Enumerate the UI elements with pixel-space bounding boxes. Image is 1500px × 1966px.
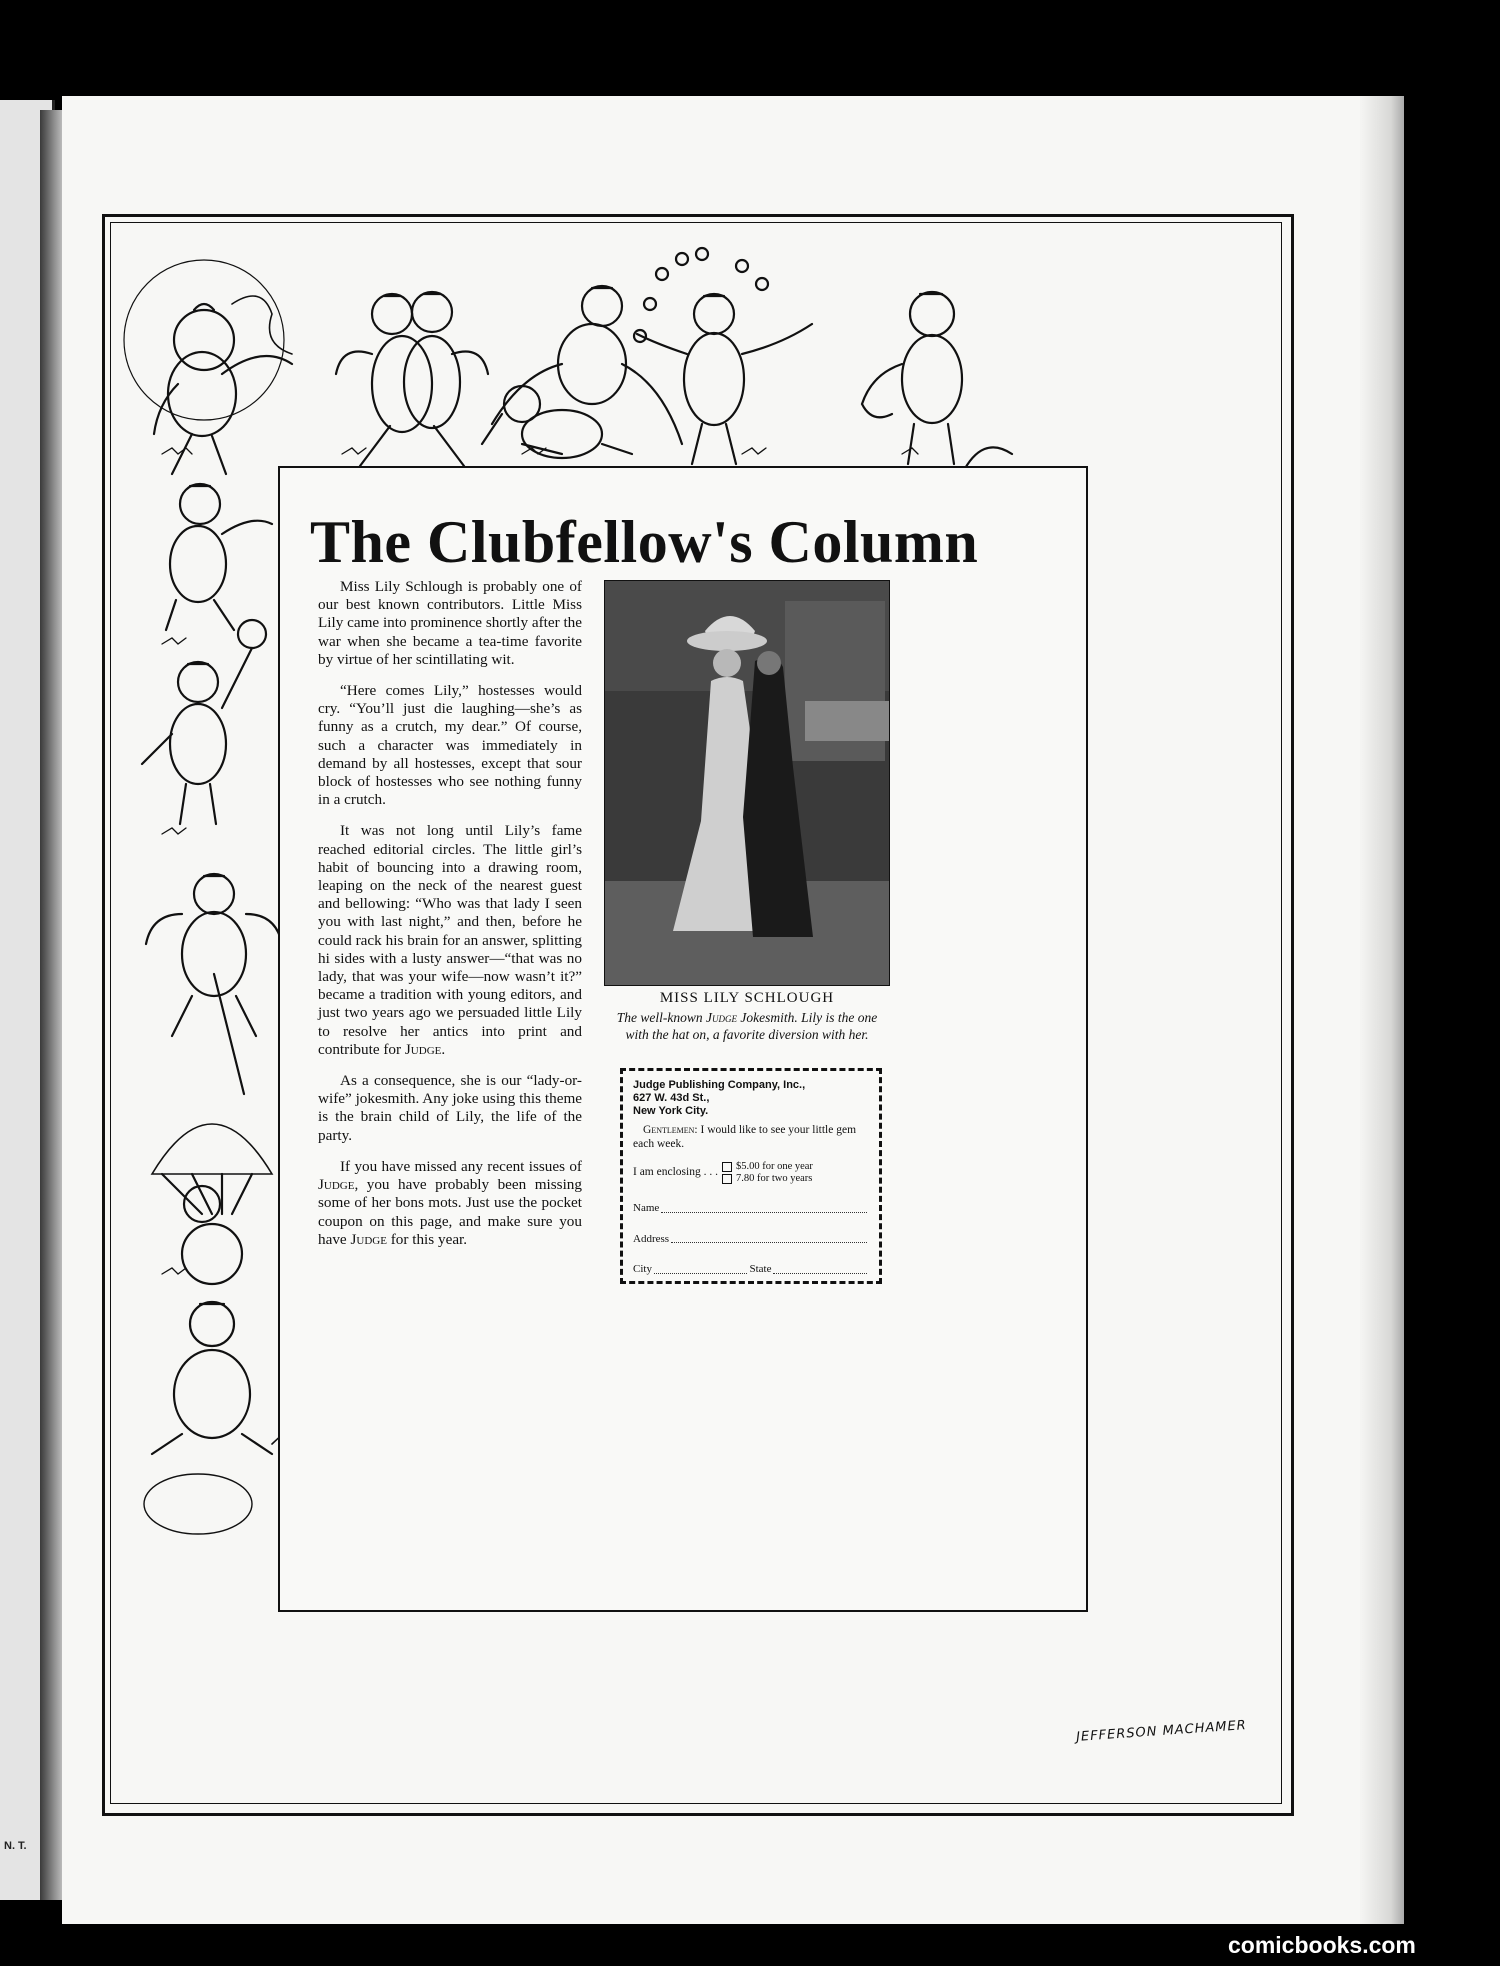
cherub-figure-left-1 xyxy=(166,484,272,630)
artist-signature: JEFFERSON MACHAMER xyxy=(1075,1718,1248,1745)
article-text: for this year. xyxy=(390,1230,468,1248)
enclosing-label: I am enclosing . . . xyxy=(633,1166,718,1179)
column-content-panel xyxy=(278,466,1088,1612)
payment-options xyxy=(722,1161,813,1185)
caption-text: Jokesmith. Lily is the one with the hat on, a favorite diversion with her. xyxy=(625,1010,878,1042)
cherub-figure-left-4 xyxy=(152,1124,272,1284)
checkbox-icon[interactable] xyxy=(722,1174,732,1184)
cherub-figure-left-3 xyxy=(146,874,282,1094)
article-paragraph xyxy=(318,822,582,1059)
article-text: , you have probably been missing some of her bons mots. Just use the pocket coupon on this page, and make sure you have xyxy=(318,1176,582,1248)
page-edge-shadow xyxy=(1360,96,1404,1924)
photo-caption-name: MISS LILY SCHLOUGH xyxy=(659,990,835,1006)
publisher-address xyxy=(633,1079,869,1118)
site-watermark: comicbooks.com xyxy=(1228,1932,1416,1958)
cherub-figure-left-2 xyxy=(142,620,266,824)
checkbox-icon[interactable] xyxy=(722,1162,732,1172)
left-page-fragment-text: N. T. xyxy=(4,1840,27,1852)
address-field[interactable]: Address xyxy=(633,1233,869,1247)
address-line: Judge Publishing Company, Inc., xyxy=(633,1079,806,1091)
portrait-photo xyxy=(604,580,890,986)
name-field[interactable]: Name xyxy=(633,1202,869,1216)
salutation: Gentlemen: xyxy=(643,1124,698,1136)
article-paragraph: “Here comes Lily,” hostesses would cry. “You’ll just die laughing—she’s as funny as a crutch, my dear.” Of course, such a character was immediately in demand by all hostesses, except that sour block of hostesses who see nothing funny in a crutch. xyxy=(318,682,582,809)
subscription-coupon[interactable] xyxy=(620,1068,882,1284)
enclosing-row xyxy=(633,1161,869,1185)
city-state-field[interactable]: City State xyxy=(633,1263,869,1277)
book-spine xyxy=(40,110,62,1900)
address-line: New York City. xyxy=(633,1105,709,1117)
photo-caption xyxy=(604,1010,890,1043)
cherub-figure-top-5 xyxy=(862,292,962,464)
magazine-name: Judge xyxy=(350,1230,387,1248)
article-text: . xyxy=(441,1040,446,1058)
caption-text: The well-known xyxy=(616,1010,703,1025)
article-paragraph: As a consequence, she is our “lady-or-wife” jokesmith. Any joke using this theme is the brain child of Lily, the life of the party. xyxy=(318,1072,582,1144)
address-line: 627 W. 43d St., xyxy=(633,1092,710,1104)
article-paragraph xyxy=(318,1158,582,1249)
cherub-figure-left-5 xyxy=(144,1302,272,1534)
magazine-name: Judge xyxy=(706,1010,737,1025)
cherub-figure-top-2 xyxy=(336,292,488,466)
cherub-figure-top-1 xyxy=(124,260,292,474)
cherub-figure-top-4 xyxy=(634,248,812,464)
option-one-year[interactable]: $5.00 for one year xyxy=(722,1161,813,1173)
greeting-text: I would like to see your little gem each week. xyxy=(633,1124,857,1150)
article-text: If you have missed any recent issues of xyxy=(340,1157,582,1175)
magazine-page xyxy=(62,96,1400,1924)
article-text: It was not long until Lily’s fame reached editorial circles. The little girl’s habit of bouncing into a drawing room, leaping on the neck of the nearest guest and bellowing: “Who was that lady I seen you with last night,” and then, before he could rack his brain for an answer, splitting hi sides with a lusty answer—“that was no lady, that was your wife—now wasn’t it?” became a tradition with young editors, and just two years ago we persuaded little Lily to resolve her antics into print and contribute for xyxy=(318,822,582,1058)
article-paragraph: Miss Lily Schlough is probably one of our best known contributors. Little Miss Lily came into prominence shortly after the war when she became a tea-time favorite by virtue of her scintillating wit. xyxy=(318,578,583,668)
article-body xyxy=(318,578,582,1262)
coupon-greeting xyxy=(633,1124,869,1151)
magazine-name: Judge xyxy=(404,1040,442,1058)
option-two-years[interactable]: 7.80 for two years xyxy=(722,1173,813,1185)
page-title: The Clubfellow's Column xyxy=(310,509,979,575)
magazine-name: Judge xyxy=(318,1176,355,1194)
cherub-figure-top-3 xyxy=(482,286,682,458)
